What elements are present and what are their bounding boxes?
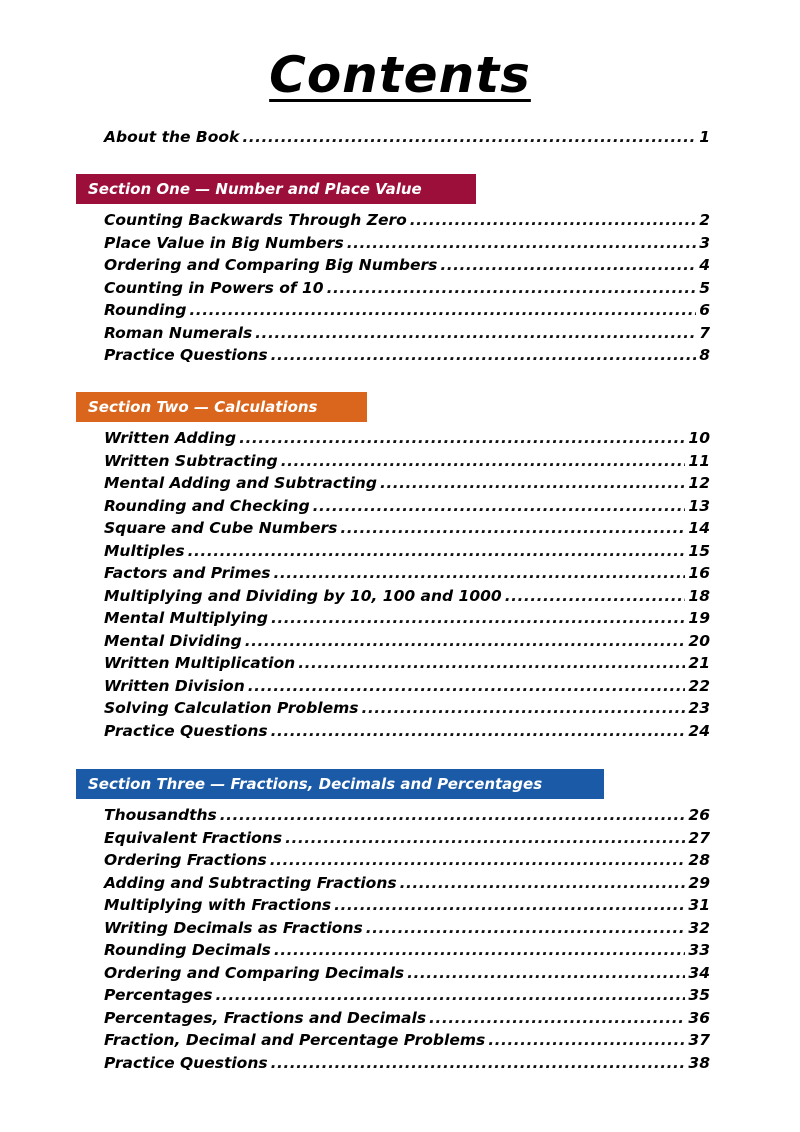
toc-leader <box>334 894 685 916</box>
toc-entry-title: Solving Calculation Problems <box>104 699 359 717</box>
toc-entry[interactable] <box>104 585 710 607</box>
toc-leader <box>220 804 686 826</box>
toc-entry[interactable] <box>104 540 710 562</box>
toc-entry[interactable] <box>104 299 710 321</box>
toc-entry-page: 29 <box>688 873 710 892</box>
toc-entry-title: Writing Decimals as Fractions <box>104 918 363 937</box>
toc-entry[interactable] <box>104 675 710 697</box>
toc-entry-title: Rounding and Checking <box>104 496 310 515</box>
toc-entry-page: 23 <box>688 699 710 717</box>
toc-entry-page: 18 <box>688 586 710 605</box>
toc-entry-page: 21 <box>688 654 710 672</box>
toc-entry[interactable] <box>104 849 710 871</box>
toc-entry[interactable] <box>104 562 710 584</box>
toc-entry-page: 28 <box>688 851 710 869</box>
toc-entry[interactable] <box>104 894 710 916</box>
toc-leader <box>274 939 686 961</box>
toc-entry[interactable] <box>104 344 710 366</box>
toc-leader <box>255 322 696 344</box>
toc-entry[interactable] <box>104 827 710 849</box>
toc-leader <box>366 917 686 939</box>
toc-leader <box>313 495 686 517</box>
toc-entry-page: 37 <box>688 1031 710 1049</box>
toc-leader <box>347 232 696 254</box>
toc-entry-title: Ordering and Comparing Big Numbers <box>104 256 438 274</box>
toc-entry[interactable] <box>104 607 710 629</box>
toc-entry-page: 6 <box>699 301 710 319</box>
toc-entry-title: Written Adding <box>104 429 237 447</box>
toc-leader <box>340 517 685 539</box>
toc-entry-page: 10 <box>688 429 710 447</box>
toc-entry-page: 27 <box>688 828 710 847</box>
toc-entry[interactable] <box>104 495 710 517</box>
toc-entry-title: Square and Cube Numbers <box>104 519 338 537</box>
toc-entry-title: Practice Questions <box>104 346 268 364</box>
toc-entry-title: Practice Questions <box>104 721 268 740</box>
toc-entry-page: 31 <box>688 896 710 914</box>
toc-leader <box>248 675 686 697</box>
toc-entry-page: 8 <box>699 346 710 364</box>
toc-entry[interactable] <box>104 697 710 719</box>
toc-entry-page: 13 <box>688 496 710 515</box>
toc-entry[interactable] <box>104 872 710 894</box>
toc-entry[interactable] <box>104 209 710 231</box>
toc-leader <box>488 1029 685 1051</box>
toc-leader <box>362 697 686 719</box>
toc-entry-title: Counting Backwards Through Zero <box>104 211 407 229</box>
toc-entry-title: About the Book <box>104 128 240 146</box>
toc-entry-title: Mental Multiplying <box>104 609 268 627</box>
toc-entry[interactable] <box>104 232 710 254</box>
page-title <box>0 46 800 104</box>
toc-entry-page: 34 <box>688 963 710 982</box>
toc-leader <box>327 277 697 299</box>
toc-entry[interactable] <box>104 720 710 742</box>
toc-entry-about[interactable] <box>104 126 710 148</box>
toc-leader <box>505 585 686 607</box>
toc-entry-title: Rounding <box>104 301 187 319</box>
toc-entry[interactable] <box>104 962 710 984</box>
toc-entry-page: 35 <box>688 986 710 1004</box>
toc-leader <box>271 344 697 366</box>
toc-entry-page: 15 <box>688 541 710 560</box>
toc-leader <box>380 472 685 494</box>
toc-entry-title: Practice Questions <box>104 1053 268 1072</box>
toc-leader <box>271 607 685 629</box>
section-three-heading: Section Three — Fractions, Decimals and Percentages <box>76 769 604 799</box>
toc-entry-page: 5 <box>699 278 710 297</box>
toc-entry-title: Ordering Fractions <box>104 851 267 869</box>
toc-entry-title: Equivalent Fractions <box>104 828 283 847</box>
toc-leader <box>271 1052 686 1074</box>
toc-entry-title: Written Subtracting <box>104 451 278 470</box>
page-title-text: Contents <box>269 46 531 104</box>
toc-entry-page: 20 <box>688 631 710 650</box>
toc-entry-page: 33 <box>688 941 710 959</box>
toc-leader <box>271 720 686 742</box>
toc-entry[interactable] <box>104 1029 710 1051</box>
toc-entry[interactable] <box>104 1007 710 1029</box>
toc-entry-page: 32 <box>688 918 710 937</box>
toc-entry-title: Rounding Decimals <box>104 941 271 959</box>
toc-entry-title: Multiples <box>104 541 185 560</box>
toc-entry-title: Counting in Powers of 10 <box>104 278 324 297</box>
toc-entry[interactable] <box>104 277 710 299</box>
toc-entry[interactable] <box>104 939 710 961</box>
toc-entry-title: Written Division <box>104 676 245 695</box>
toc-leader <box>410 209 696 231</box>
toc-leader <box>216 984 686 1006</box>
toc-entry-title: Percentages <box>104 986 213 1004</box>
toc-entry-page: 7 <box>699 323 710 342</box>
toc-entry-title: Multiplying and Dividing by 10, 100 and 1000 <box>104 586 502 605</box>
toc-entry-page: 1 <box>699 128 710 146</box>
toc-entry-page: 19 <box>688 609 710 627</box>
toc-entry[interactable] <box>104 450 710 472</box>
toc-entry-page: 4 <box>699 256 710 274</box>
toc-entry-title: Ordering and Comparing Decimals <box>104 963 405 982</box>
toc-entry-title: Written Multiplication <box>104 654 296 672</box>
toc-entry-page: 26 <box>688 806 710 824</box>
toc-entry-title: Adding and Subtracting Fractions <box>104 873 397 892</box>
toc-leader <box>407 962 685 984</box>
toc-leader <box>429 1007 685 1029</box>
toc-entry-page: 12 <box>688 474 710 492</box>
toc-entry[interactable] <box>104 984 710 1006</box>
toc-entry-page: 2 <box>699 211 710 229</box>
toc-entry-page: 14 <box>688 519 710 537</box>
toc-leader <box>245 630 686 652</box>
toc-entry-page: 24 <box>688 721 710 740</box>
toc-leader <box>400 872 686 894</box>
toc-entry-title: Mental Adding and Subtracting <box>104 474 377 492</box>
toc-entry[interactable] <box>104 630 710 652</box>
toc-leader <box>440 254 696 276</box>
toc-entry[interactable] <box>104 804 710 826</box>
toc-leader <box>270 849 686 871</box>
toc-leader <box>285 827 685 849</box>
toc-leader <box>242 126 696 148</box>
toc-entry-title: Place Value in Big Numbers <box>104 233 344 252</box>
toc-entry-page: 16 <box>688 564 710 582</box>
toc-entry-page: 22 <box>688 676 710 695</box>
toc-entry[interactable] <box>104 472 710 494</box>
toc-entry[interactable] <box>104 917 710 939</box>
toc-entry-page: 3 <box>699 233 710 252</box>
toc-entry-title: Roman Numerals <box>104 323 253 342</box>
section-two-heading: Section Two — Calculations <box>76 392 367 422</box>
toc-leader <box>281 450 686 472</box>
toc-entry-title: Mental Dividing <box>104 631 242 650</box>
toc-entry[interactable] <box>104 427 710 449</box>
toc-leader <box>188 540 686 562</box>
toc-leader <box>189 299 696 321</box>
toc-entry-title: Thousandths <box>104 806 217 824</box>
toc-entry-title: Fraction, Decimal and Percentage Problems <box>104 1031 486 1049</box>
section-one-heading: Section One — Number and Place Value <box>76 174 476 204</box>
toc-leader <box>298 652 685 674</box>
toc-entry[interactable] <box>104 254 710 276</box>
toc-entry[interactable] <box>104 1052 710 1074</box>
toc-entry-page: 11 <box>688 451 710 470</box>
toc-leader <box>274 562 686 584</box>
toc-entry-page: 38 <box>688 1053 710 1072</box>
toc-entry[interactable] <box>104 517 710 539</box>
toc-entry-title: Percentages, Fractions and Decimals <box>104 1008 427 1027</box>
toc-entry-title: Multiplying with Fractions <box>104 896 332 914</box>
toc-entry[interactable] <box>104 652 710 674</box>
toc-entry-page: 36 <box>688 1008 710 1027</box>
toc-entry-title: Factors and Primes <box>104 564 271 582</box>
toc-entry[interactable] <box>104 322 710 344</box>
toc-leader <box>239 427 685 449</box>
